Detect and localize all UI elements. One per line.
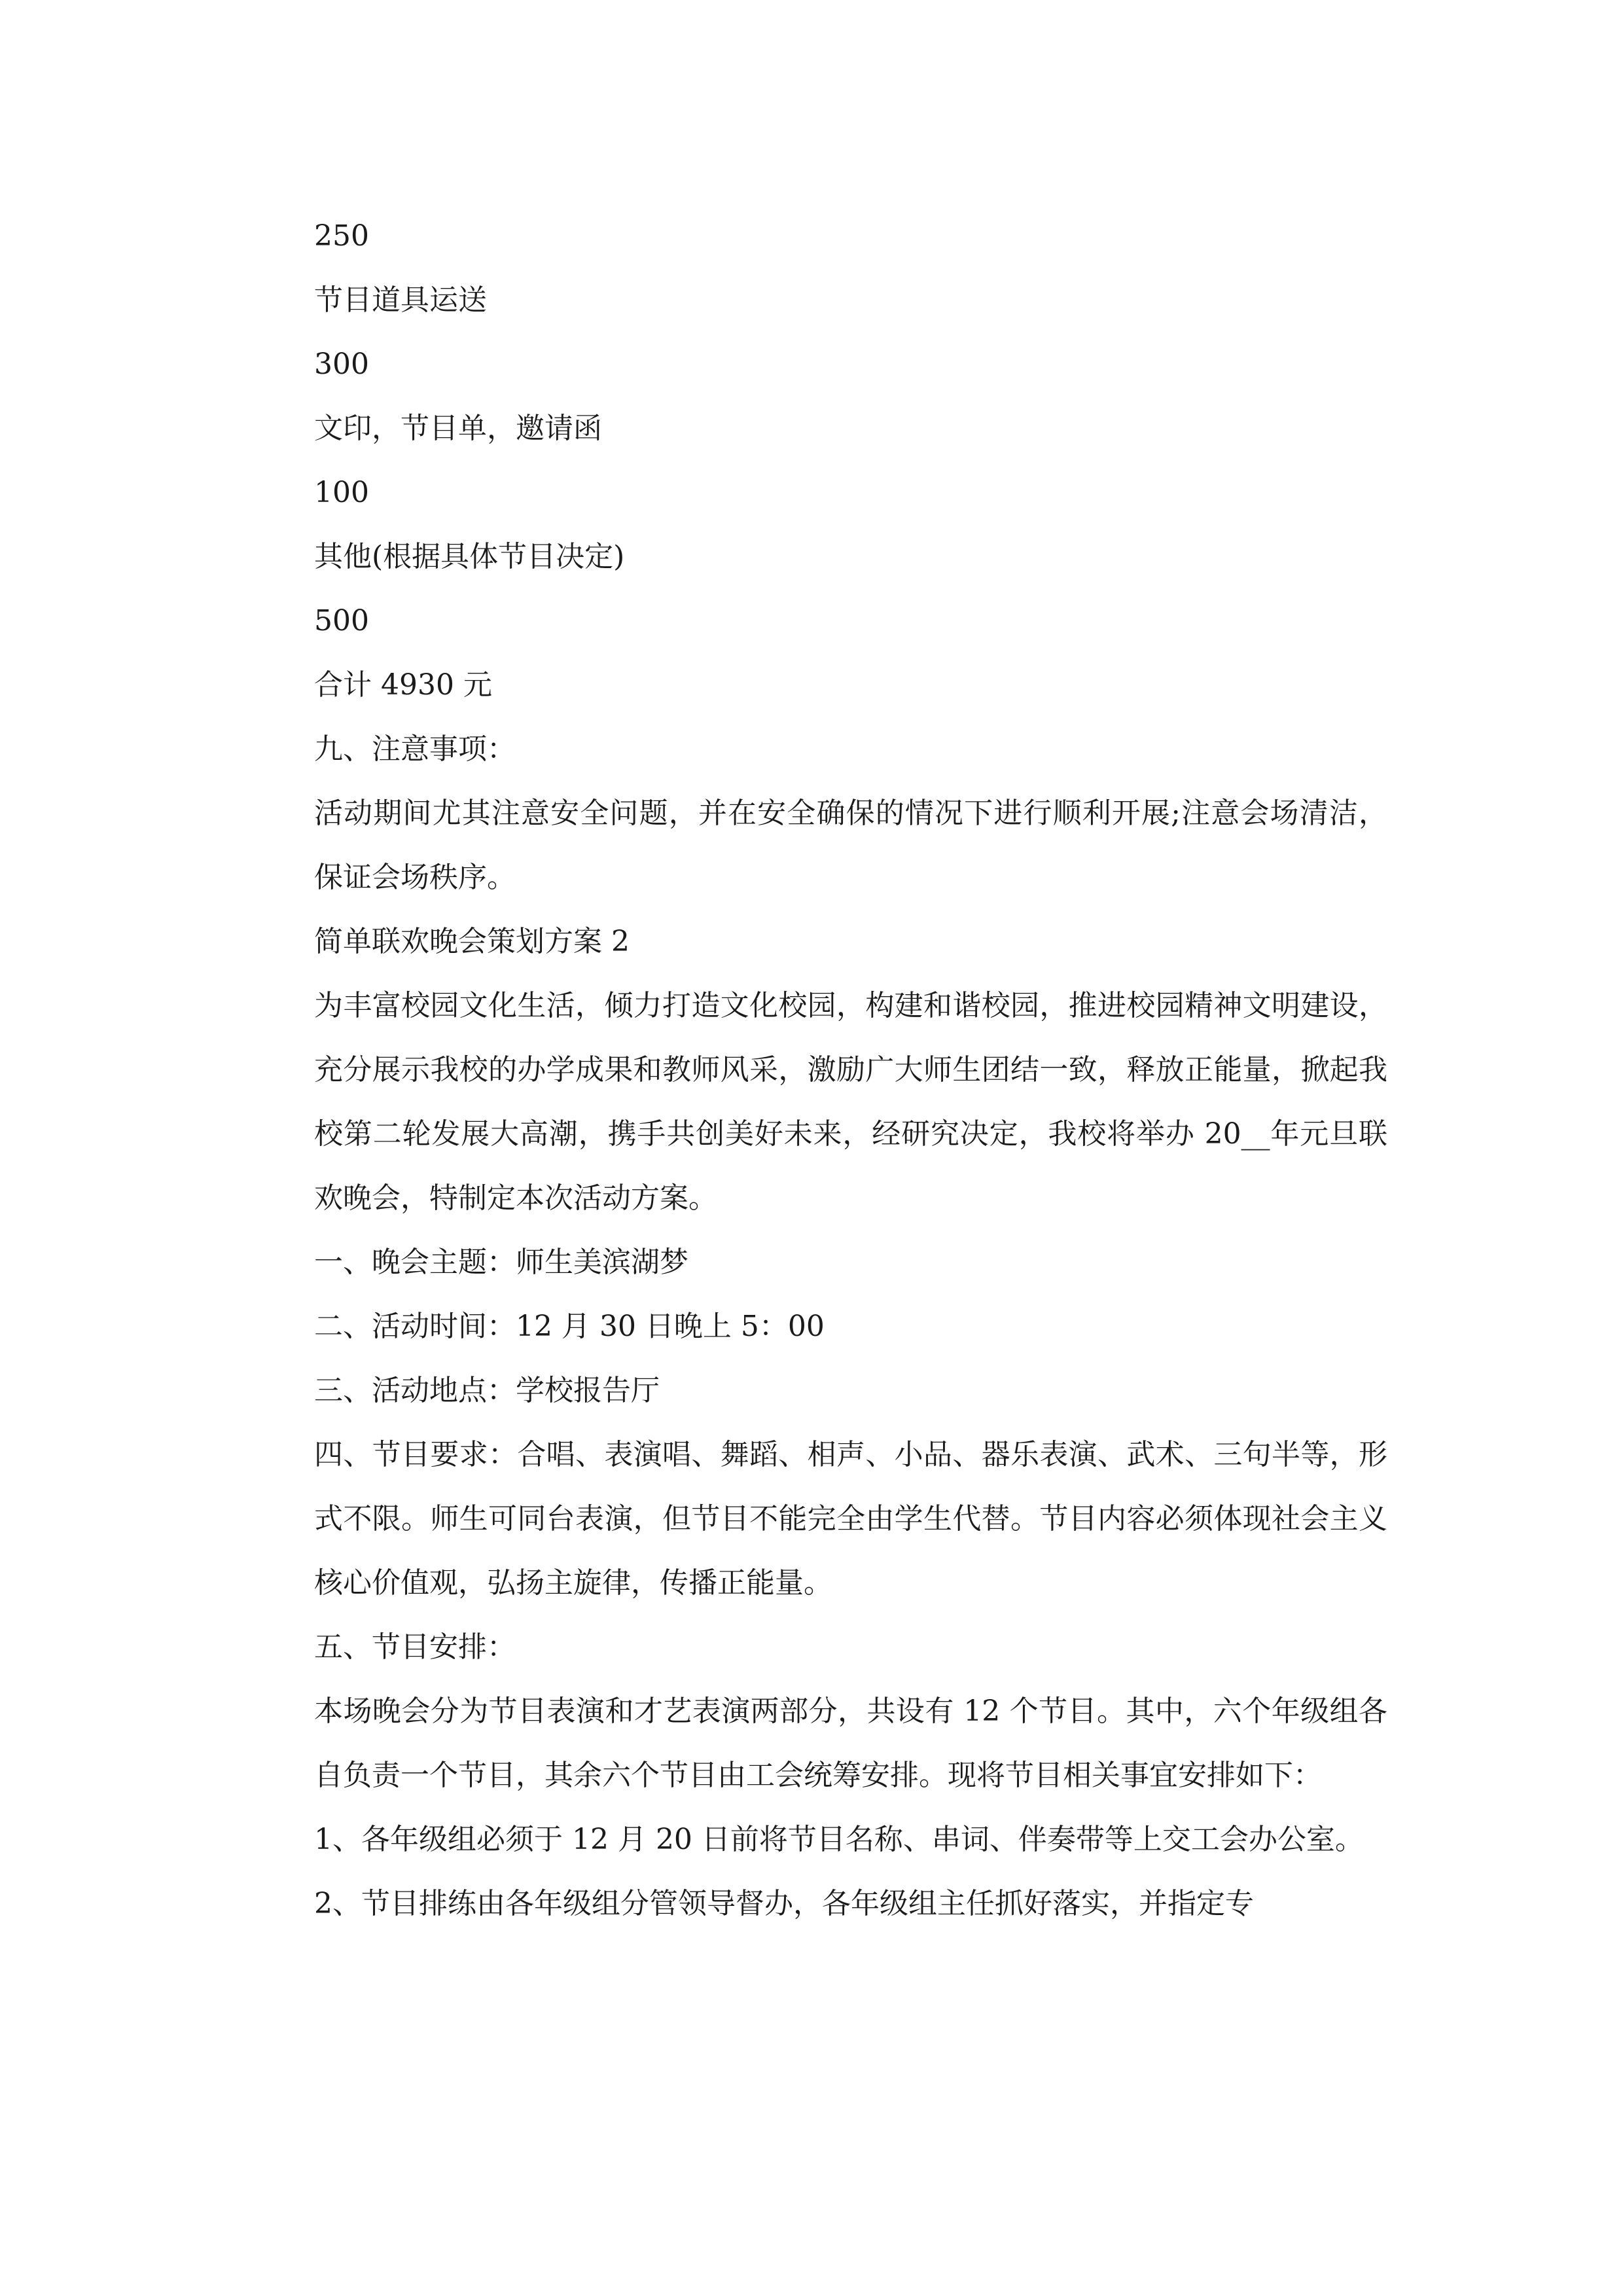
plan2-title: 简单联欢晚会策划方案 2 bbox=[314, 925, 630, 958]
budget-amount-500: 500 bbox=[314, 604, 369, 637]
plan2-intro-paragraph: 为丰富校园文化生活，倾力打造文化校园，构建和谐校园，推进校园精神文明建设，充分展示我校的办学成果和教师风采，激励广大师生团结一致，释放正能量，掀起我校第二轮发展大高潮，携手共创美好未来，经研究决定，我校将举办 20__年元旦联欢晚会，特制定本次活动方案。 bbox=[314, 989, 1387, 1215]
notice-paragraph: 活动期间尤其注意安全问题，并在安全确保的情况下进行顺利开展;注意会场清洁，保证会场秩序。 bbox=[314, 797, 1387, 894]
arrangement-item-1: 1、各年级组必须于 12 月 20 日前将节目名称、串词、伴奏带等上交工会办公室。 bbox=[314, 1823, 1364, 1856]
arrangement-item-2: 2、节目排练由各年级组分管领导督办，各年级组主任抓好落实，并指定专 bbox=[314, 1887, 1254, 1920]
arrangement-intro-paragraph: 本场晚会分为节目表演和才艺表演两部分，共设有 12 个节目。其中，六个年级组各自负责一个节目，其余六个节目由工会统筹安排。现将节目相关事宜安排如下： bbox=[314, 1695, 1387, 1792]
budget-item-printing: 文印，节目单，邀请函 bbox=[314, 412, 602, 445]
budget-total: 合计 4930 元 bbox=[314, 668, 492, 702]
budget-amount-100: 100 bbox=[314, 476, 369, 509]
budget-amount-300: 300 bbox=[314, 348, 369, 381]
budget-item-prop-transport: 节目道具运送 bbox=[314, 283, 487, 317]
budget-amount-250: 250 bbox=[314, 219, 369, 253]
theme-line: 一、晚会主题：师生美滨湖梦 bbox=[314, 1246, 688, 1279]
document-body bbox=[314, 204, 1387, 1936]
arrangement-heading: 五、节目安排： bbox=[314, 1630, 516, 1664]
section-heading-notice: 九、注意事项： bbox=[314, 732, 516, 766]
requirements-paragraph: 四、节目要求：合唱、表演唱、舞蹈、相声、小品、器乐表演、武术、三句半等，形式不限。师生可同台表演，但节目不能完全由学生代替。节目内容必须体现社会主义核心价值观，弘扬主旋律，传播正能量。 bbox=[314, 1438, 1387, 1600]
time-line: 二、活动时间：12 月 30 日晚上 5：00 bbox=[314, 1310, 825, 1343]
budget-item-other: 其他(根据具体节目决定) bbox=[314, 540, 625, 573]
place-line: 三、活动地点：学校报告厅 bbox=[314, 1374, 660, 1407]
